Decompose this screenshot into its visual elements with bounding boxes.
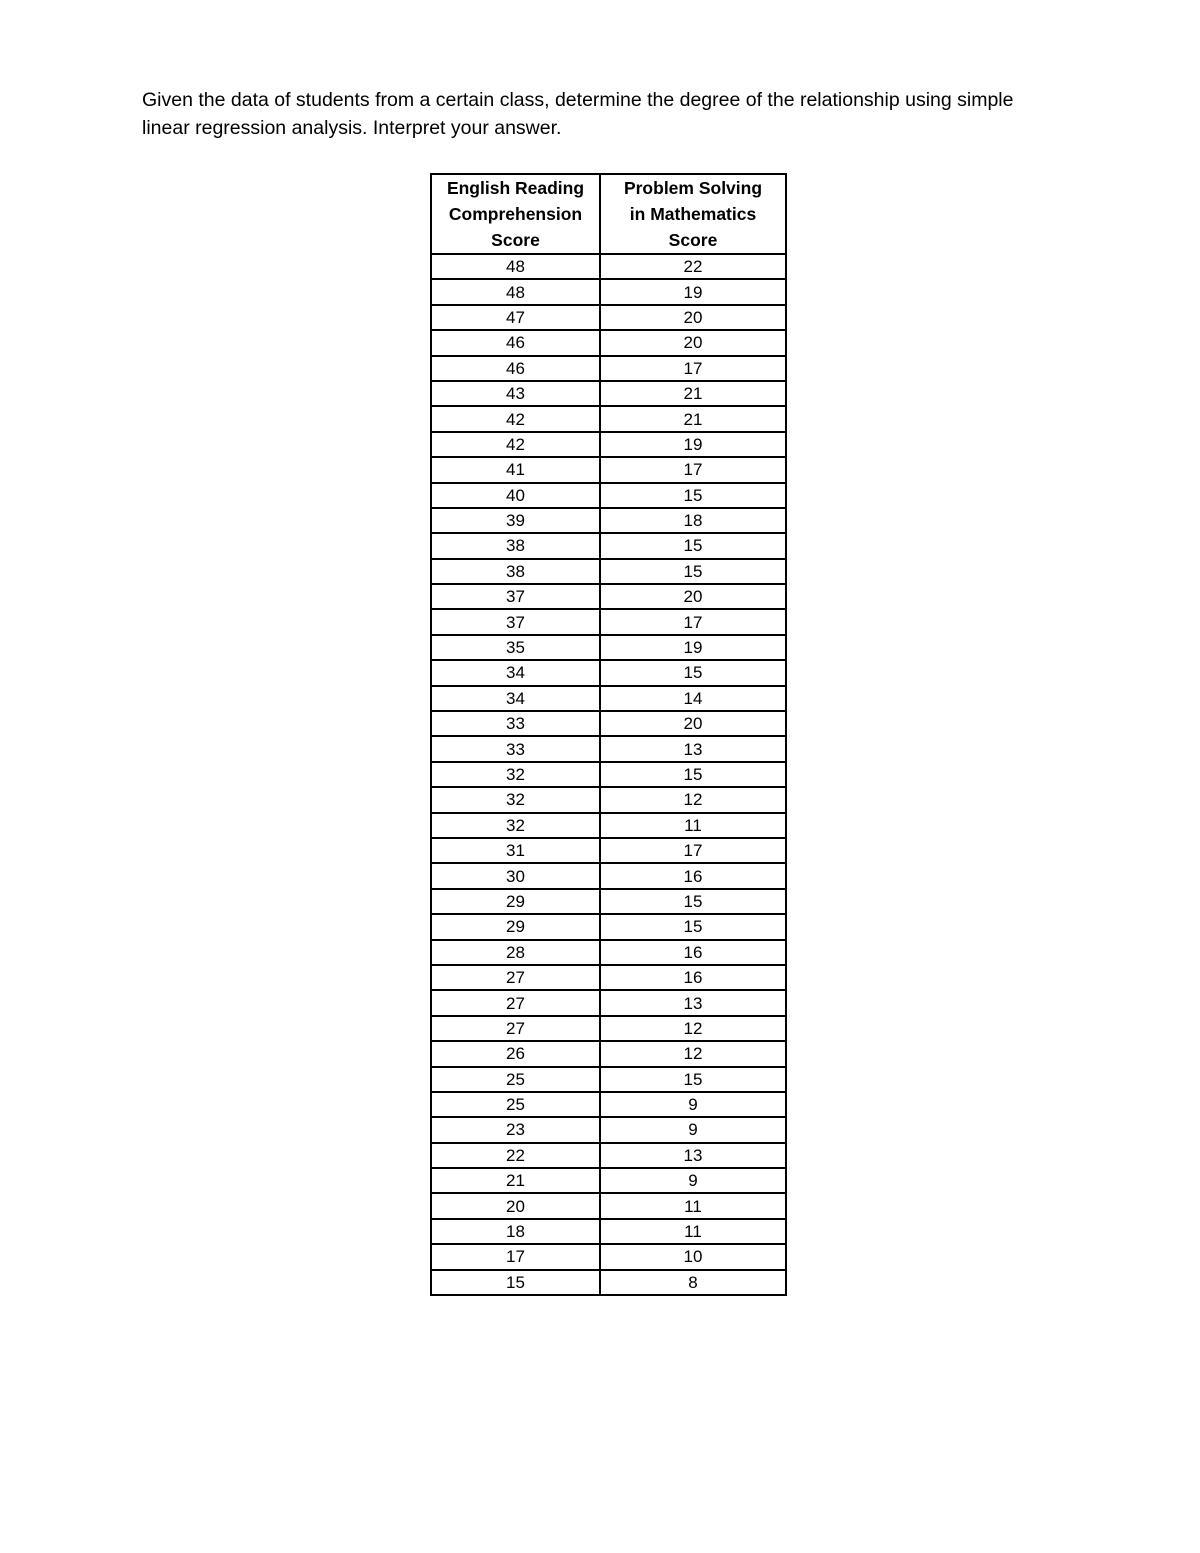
header-text: in Mathematics <box>629 204 757 224</box>
math-score-cell: 17 <box>600 457 786 482</box>
table-row <box>431 533 786 558</box>
english-score-cell: 27 <box>431 1016 600 1041</box>
math-score-cell: 15 <box>600 483 786 508</box>
english-score-cell: 48 <box>431 279 600 304</box>
english-score-cell: 15 <box>431 1270 600 1295</box>
header-text: Problem Solving <box>623 178 763 198</box>
english-score-cell: 47 <box>431 305 600 330</box>
table-row <box>431 1219 786 1244</box>
english-score-cell: 38 <box>431 559 600 584</box>
english-score-cell: 32 <box>431 813 600 838</box>
english-score-cell: 17 <box>431 1244 600 1269</box>
table-row <box>431 1244 786 1269</box>
math-score-cell: 15 <box>600 1067 786 1092</box>
math-score-cell: 22 <box>600 254 786 279</box>
table-row <box>431 965 786 990</box>
english-score-cell: 33 <box>431 711 600 736</box>
math-score-cell: 13 <box>600 736 786 761</box>
table-row <box>431 279 786 304</box>
english-score-cell: 31 <box>431 838 600 863</box>
english-score-cell: 39 <box>431 508 600 533</box>
english-score-cell: 48 <box>431 254 600 279</box>
math-score-cell: 12 <box>600 787 786 812</box>
math-score-cell: 10 <box>600 1244 786 1269</box>
table-row <box>431 736 786 761</box>
math-score-cell: 16 <box>600 940 786 965</box>
math-score-cell: 15 <box>600 914 786 939</box>
math-score-cell: 18 <box>600 508 786 533</box>
english-score-cell: 29 <box>431 889 600 914</box>
header-text: English Reading <box>446 178 585 198</box>
math-score-cell: 20 <box>600 330 786 355</box>
table-row <box>431 406 786 431</box>
math-score-cell: 9 <box>600 1117 786 1142</box>
math-score-cell: 13 <box>600 1143 786 1168</box>
scores-table-container <box>430 173 787 1296</box>
math-score-cell: 19 <box>600 432 786 457</box>
english-score-cell: 22 <box>431 1143 600 1168</box>
table-row <box>431 813 786 838</box>
english-score-cell: 42 <box>431 432 600 457</box>
math-score-cell: 11 <box>600 1219 786 1244</box>
table-row <box>431 1270 786 1295</box>
math-score-cell: 20 <box>600 305 786 330</box>
math-score-cell: 11 <box>600 1193 786 1218</box>
math-score-cell: 17 <box>600 838 786 863</box>
header-text: Score <box>668 230 718 250</box>
math-score-cell: 12 <box>600 1016 786 1041</box>
table-row <box>431 635 786 660</box>
table-row <box>431 660 786 685</box>
english-score-cell: 41 <box>431 457 600 482</box>
math-score-cell: 15 <box>600 762 786 787</box>
math-score-cell: 13 <box>600 990 786 1015</box>
english-score-cell: 46 <box>431 356 600 381</box>
table-body <box>431 254 786 1295</box>
math-score-cell: 14 <box>600 686 786 711</box>
english-score-cell: 34 <box>431 660 600 685</box>
english-score-cell: 30 <box>431 863 600 888</box>
table-row <box>431 838 786 863</box>
english-score-cell: 28 <box>431 940 600 965</box>
math-score-cell: 19 <box>600 279 786 304</box>
english-score-cell: 29 <box>431 914 600 939</box>
english-score-cell: 21 <box>431 1168 600 1193</box>
problem-statement-line-1: Given the data of students from a certain class, determine the degree of the relationship using simple <box>142 89 1014 111</box>
english-score-cell: 32 <box>431 762 600 787</box>
math-score-cell: 15 <box>600 533 786 558</box>
table-row <box>431 254 786 279</box>
table-row <box>431 1092 786 1117</box>
table-row <box>431 762 786 787</box>
header-text: Comprehension <box>448 204 583 224</box>
english-score-cell: 35 <box>431 635 600 660</box>
english-score-cell: 38 <box>431 533 600 558</box>
table-row <box>431 1041 786 1066</box>
english-score-cell: 37 <box>431 584 600 609</box>
table-row <box>431 1143 786 1168</box>
table-row <box>431 686 786 711</box>
table-header-row <box>431 174 786 254</box>
table-row <box>431 508 786 533</box>
english-score-cell: 37 <box>431 609 600 634</box>
table-row <box>431 889 786 914</box>
english-score-cell: 23 <box>431 1117 600 1142</box>
table-row <box>431 584 786 609</box>
english-score-cell: 26 <box>431 1041 600 1066</box>
table-row <box>431 330 786 355</box>
problem-statement-line-2: linear regression analysis. Interpret your answer. <box>142 117 562 139</box>
table-row <box>431 432 786 457</box>
table-row <box>431 356 786 381</box>
table-row <box>431 1168 786 1193</box>
english-score-cell: 43 <box>431 381 600 406</box>
math-score-cell: 15 <box>600 559 786 584</box>
table-row <box>431 990 786 1015</box>
math-score-cell: 17 <box>600 356 786 381</box>
problem-statement <box>142 86 1062 142</box>
table-row <box>431 305 786 330</box>
math-score-cell: 21 <box>600 406 786 431</box>
table-row <box>431 711 786 736</box>
math-score-cell: 9 <box>600 1168 786 1193</box>
english-score-cell: 33 <box>431 736 600 761</box>
table-row <box>431 457 786 482</box>
math-score-cell: 16 <box>600 863 786 888</box>
english-score-cell: 40 <box>431 483 600 508</box>
english-score-cell: 46 <box>431 330 600 355</box>
table-row <box>431 1016 786 1041</box>
english-score-cell: 32 <box>431 787 600 812</box>
table-row <box>431 787 786 812</box>
math-score-cell: 21 <box>600 381 786 406</box>
math-score-cell: 17 <box>600 609 786 634</box>
english-score-cell: 27 <box>431 990 600 1015</box>
math-score-cell: 9 <box>600 1092 786 1117</box>
header-text: Score <box>491 230 540 250</box>
math-score-cell: 11 <box>600 813 786 838</box>
table-row <box>431 559 786 584</box>
english-score-cell: 34 <box>431 686 600 711</box>
table-row <box>431 381 786 406</box>
header-math-problem-solving-score <box>600 174 786 254</box>
english-score-cell: 20 <box>431 1193 600 1218</box>
math-score-cell: 8 <box>600 1270 786 1295</box>
english-score-cell: 42 <box>431 406 600 431</box>
math-score-cell: 16 <box>600 965 786 990</box>
table-row <box>431 940 786 965</box>
header-english-reading-score <box>431 174 600 254</box>
table-row <box>431 483 786 508</box>
math-score-cell: 20 <box>600 584 786 609</box>
table-row <box>431 1117 786 1142</box>
table-row <box>431 863 786 888</box>
table-row <box>431 1193 786 1218</box>
scores-table <box>430 173 787 1296</box>
table-row <box>431 1067 786 1092</box>
math-score-cell: 15 <box>600 889 786 914</box>
english-score-cell: 25 <box>431 1067 600 1092</box>
english-score-cell: 27 <box>431 965 600 990</box>
table-row <box>431 914 786 939</box>
table-row <box>431 609 786 634</box>
math-score-cell: 19 <box>600 635 786 660</box>
english-score-cell: 18 <box>431 1219 600 1244</box>
math-score-cell: 12 <box>600 1041 786 1066</box>
math-score-cell: 15 <box>600 660 786 685</box>
english-score-cell: 25 <box>431 1092 600 1117</box>
math-score-cell: 20 <box>600 711 786 736</box>
